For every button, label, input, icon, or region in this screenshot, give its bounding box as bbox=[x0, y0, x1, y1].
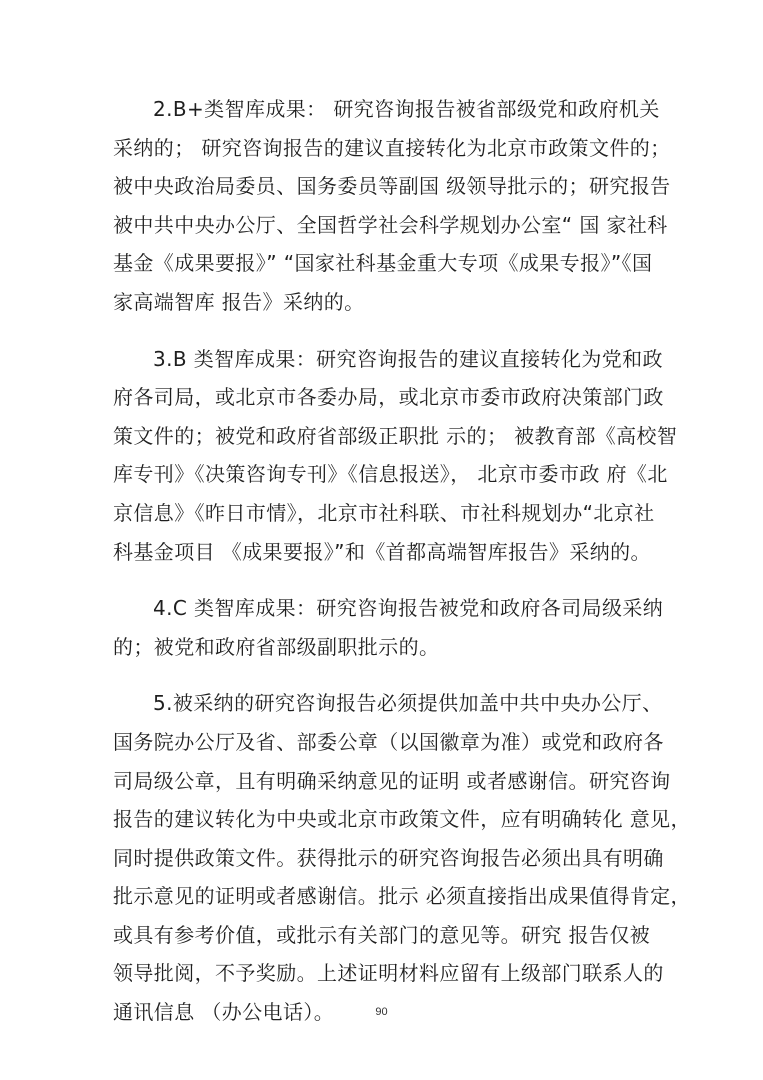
text-line: 采纳的； 研究咨询报告的建议直接转化为北京市政策文件的； bbox=[113, 135, 671, 160]
text-line: 司局级公章，且有明确采纳意见的证明 或者感谢信。研究咨询 bbox=[113, 768, 671, 793]
text-line: 国务院办公厅及省、部委公章（以国徽章为准）或党和政府各 bbox=[113, 729, 664, 754]
text-line: 的；被党和政府省部级副职批示的。 bbox=[113, 634, 440, 659]
text-line: 科基金项目 《成果要报》”和《首都高端智库报告》采纳的。 bbox=[113, 539, 651, 564]
text-line: 报告的建议转化为中央或北京市政策文件，应有明确转化 意见， bbox=[113, 807, 691, 832]
text-line: 或具有参考价值，或批示有关部门的意见等。研究 报告仅被 bbox=[113, 922, 651, 947]
text-line: 领导批阅，不予奖励。上述证明材料应留有上级部门联系人的 bbox=[113, 961, 664, 986]
text-line: 基金《成果要报》” “国家社科基金重大专项《成果专报》”《国 bbox=[113, 251, 653, 276]
text-line: 同时提供政策文件。获得批示的研究咨询报告必须出具有明确 bbox=[113, 845, 664, 870]
page-number: 90 bbox=[375, 1006, 388, 1018]
text-line: 家高端智库 报告》采纳的。 bbox=[113, 289, 365, 314]
paragraph-b bbox=[113, 340, 678, 572]
paragraph-proof-requirements bbox=[113, 684, 691, 1031]
paragraph-c bbox=[113, 589, 663, 666]
text-line: 京信息》《昨日市情》，北京市社科联、市社科规划办“北京社 bbox=[113, 500, 655, 525]
paragraph-b-plus bbox=[113, 90, 671, 322]
text-line: 被中共中央办公厅、全国哲学社会科学规划办公室“ 国 家社科 bbox=[113, 212, 668, 237]
text-line: 2.B+类智库成果： 研究咨询报告被省部级党和政府机关 bbox=[153, 97, 660, 121]
text-line: 府各司局，或北京市各委办局，或北京市委市政府决策部门政 bbox=[113, 385, 664, 410]
text-line: 批示意见的证明或者感谢信。批示 必须直接指出成果值得肯定， bbox=[113, 884, 691, 909]
text-line: 通讯信息 （办公电话）。 bbox=[113, 1000, 335, 1025]
text-line: 策文件的；被党和政府省部级正职批 示的； 被教育部《高校智 bbox=[113, 423, 678, 448]
text-line: 5.被采纳的研究咨询报告必须提供加盖中共中央办公厅、 bbox=[153, 691, 663, 716]
text-line: 被中央政治局委员、国务委员等副国 级领导批示的；研究报告 bbox=[113, 174, 671, 199]
text-line: 4.C 类智库成果：研究咨询报告被党和政府各司局级采纳 bbox=[153, 596, 664, 621]
text-line: 3.B 类智库成果：研究咨询报告的建议直接转化为党和政 bbox=[153, 346, 663, 371]
body-text bbox=[113, 90, 691, 1050]
text-line: 库专刊》《决策咨询专刊》《信息报送》， 北京市委市政 府《北 bbox=[113, 462, 668, 487]
